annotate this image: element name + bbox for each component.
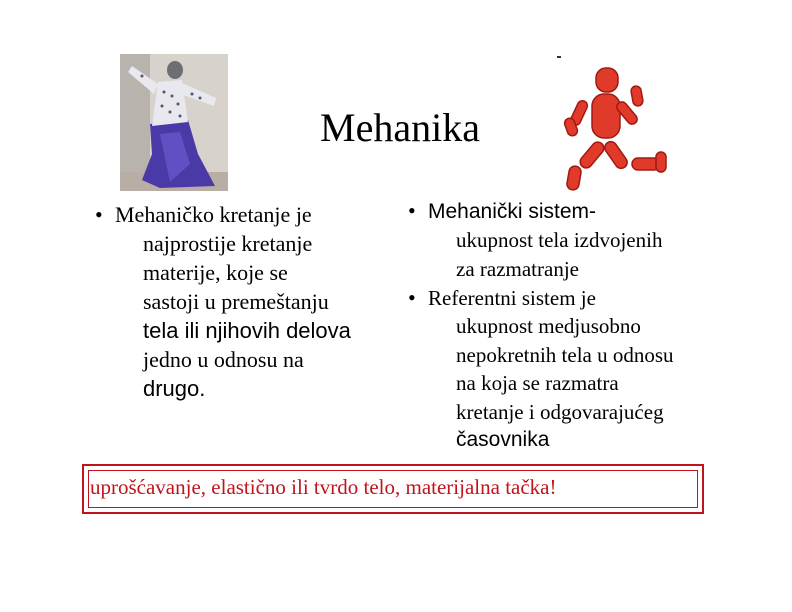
left-line-3: materije, koje se (143, 260, 288, 285)
right-item2-line-1: ukupnost medjusobno (456, 314, 641, 338)
left-line-6: jedno u odnosu na (143, 347, 304, 372)
left-line-7: drugo. (143, 376, 206, 401)
slide-title: Mehanika (320, 105, 480, 150)
dancer-image (120, 54, 228, 191)
left-bullet-block (95, 200, 395, 403)
right-item1-line-2: za razmatranje (456, 256, 579, 281)
bullet-icon: • (95, 202, 103, 227)
highlight-box-text: uprošćavanje, elastično ili tvrdo telo, materijalna tačka! (90, 475, 557, 499)
right-item2-line-5: časovnika (456, 428, 550, 451)
right-item1-line-1: ukupnost tela izdvojenih (456, 228, 663, 252)
left-bullet-item (95, 200, 395, 403)
right-item2-line-3: na koja se razmatra (456, 371, 619, 395)
right-item1-head: Mehanički sistem- (428, 200, 597, 223)
right-bullet-item-1 (408, 196, 708, 283)
left-line-4: sastoji u premeštanju (143, 289, 329, 314)
robot-image (556, 58, 680, 198)
bullet-icon: • (408, 198, 416, 223)
left-line-2: najprostije kretanje (143, 231, 313, 256)
highlight-box (82, 464, 704, 514)
right-item2-head: Referentni sistem je (428, 286, 596, 310)
right-bullet-block (408, 196, 708, 455)
right-item2-line-2: nepokretnih tela u odnosu (456, 342, 674, 367)
right-bullet-item-2 (408, 283, 708, 455)
left-line-5: tela ili njihovih delova (143, 318, 351, 343)
right-item2-line-4: kretanje i odgovarajućeg (456, 399, 664, 424)
left-line-1: Mehaničko kretanje je (115, 202, 312, 227)
bullet-icon: • (408, 285, 416, 310)
